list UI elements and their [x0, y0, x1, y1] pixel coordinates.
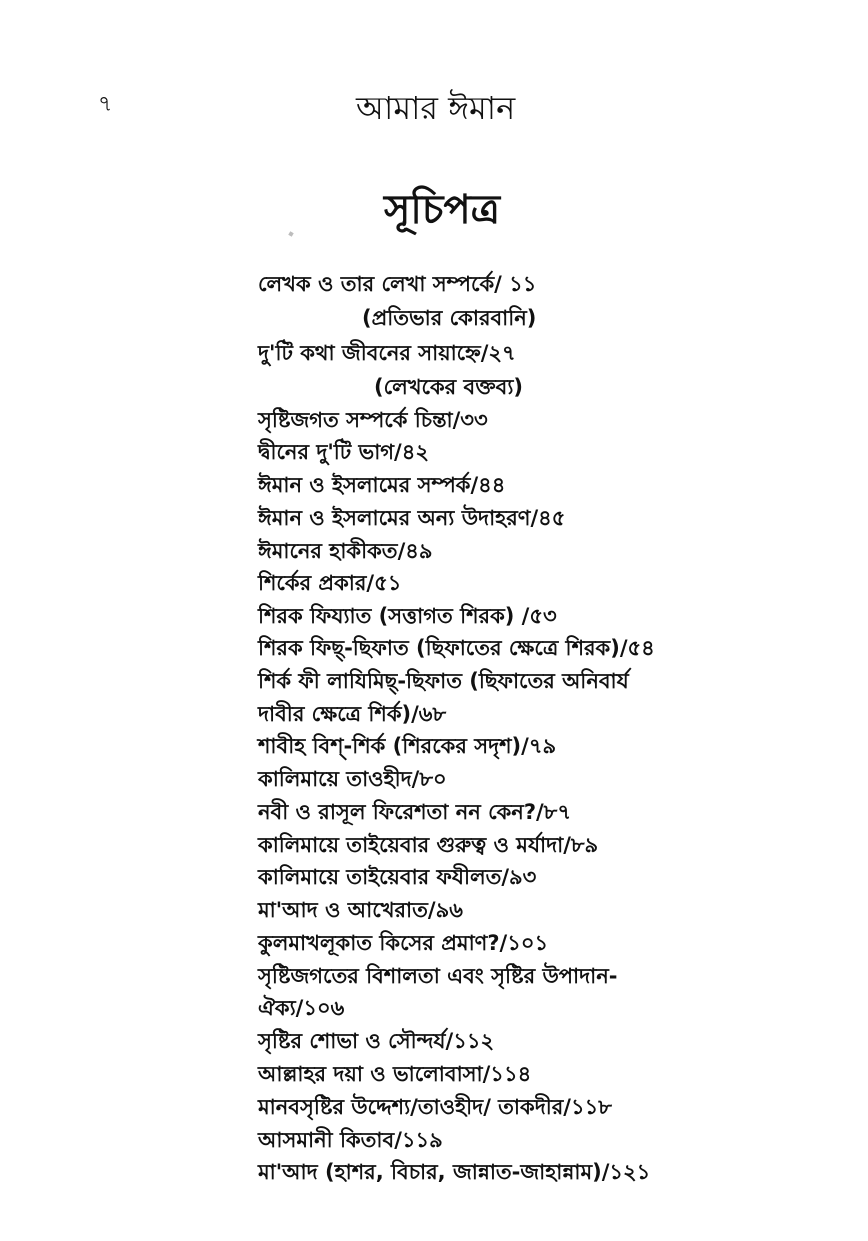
page-number: ৭ — [98, 92, 113, 117]
contents-entry: মা'আদ (হাশর, বিচার, জান্নাত-জাহান্নাম)/১২১ — [258, 1160, 651, 1184]
contents-entry: ঈমান ও ইসলামের অন্য উদাহরণ/৪৫ — [258, 506, 566, 530]
contents-entry-subtitle: (প্রতিভার কোরবানি) — [362, 306, 537, 330]
contents-entry: লেখক ও তার লেখা সম্পর্কে/ ১১ — [258, 272, 537, 296]
contents-entry: মা'আদ ও আখেরাত/৯৬ — [258, 898, 463, 922]
contents-entry-subtitle: (লেখকের বক্তব্য) — [374, 375, 524, 399]
contents-entry: আল্লাহর দয়া ও ভালোবাসা/১১৪ — [258, 1062, 532, 1086]
contents-entry: কুলমাখলূকাত কিসের প্রমাণ?/১০১ — [258, 931, 549, 955]
contents-entry: ঈমানের হাকীকত/৪৯ — [258, 539, 433, 563]
contents-entry: সৃষ্টির শোভা ও সৌন্দর্য/১১২ — [258, 1029, 495, 1053]
contents-entry: ঐক্য/১০৬ — [258, 996, 345, 1020]
contents-entry: আসমানী কিতাব/১১৯ — [258, 1128, 443, 1152]
contents-entry: কালিমায়ে তাইয়েবার ফযীলত/৯৩ — [258, 865, 537, 889]
running-title: আমার ঈমান — [356, 89, 516, 127]
contents-entry: ঈমান ও ইসলামের সম্পর্ক/৪৪ — [258, 473, 506, 497]
contents-entry: দু'টি কথা জীবনের সায়াহ্নে/২৭ — [258, 341, 516, 365]
contents-entry: নবী ও রাসূল ফিরেশতা নন কেন?/৮৭ — [258, 800, 571, 824]
contents-entry: কালিমায়ে তাওহীদ/৮০ — [258, 767, 447, 791]
contents-entry: সৃষ্টিজগতের বিশালতা এবং সৃষ্টির উপাদান- — [258, 964, 618, 988]
contents-heading: সূচিপত্র — [384, 187, 500, 233]
contents-entry: দাবীর ক্ষেত্রে শির্ক)/৬৮ — [258, 702, 447, 726]
contents-entry: মানবসৃষ্টির উদ্দেশ্য/তাওহীদ/ তাকদীর/১১৮ — [258, 1095, 612, 1119]
contents-entry: শির্কের প্রকার/৫১ — [258, 571, 402, 595]
contents-entry: শিরক ফিছ্-ছিফাত (ছিফাতের ক্ষেত্রে শিরক)/৫৪ — [258, 636, 655, 660]
contents-entry: দ্বীনের দু'টি ভাগ/৪২ — [258, 440, 429, 464]
contents-entry: শিরক ফিয্যাত (সত্তাগত শিরক) /৫৩ — [258, 604, 557, 628]
contents-entry: শাবীহ বিশ্-শির্ক (শিরকের সদৃশ)/৭৯ — [258, 734, 557, 758]
print-speck — [288, 231, 293, 236]
contents-entry: শির্ক ফী লাযিমিছ্-ছিফাত (ছিফাতের অনিবার্য — [258, 669, 629, 693]
contents-entry: সৃষ্টিজগত সম্পর্কে চিন্তা/৩৩ — [258, 408, 488, 432]
contents-entry: কালিমায়ে তাইয়েবার গুরুত্ব ও মর্যাদা/৮৯ — [258, 833, 599, 857]
